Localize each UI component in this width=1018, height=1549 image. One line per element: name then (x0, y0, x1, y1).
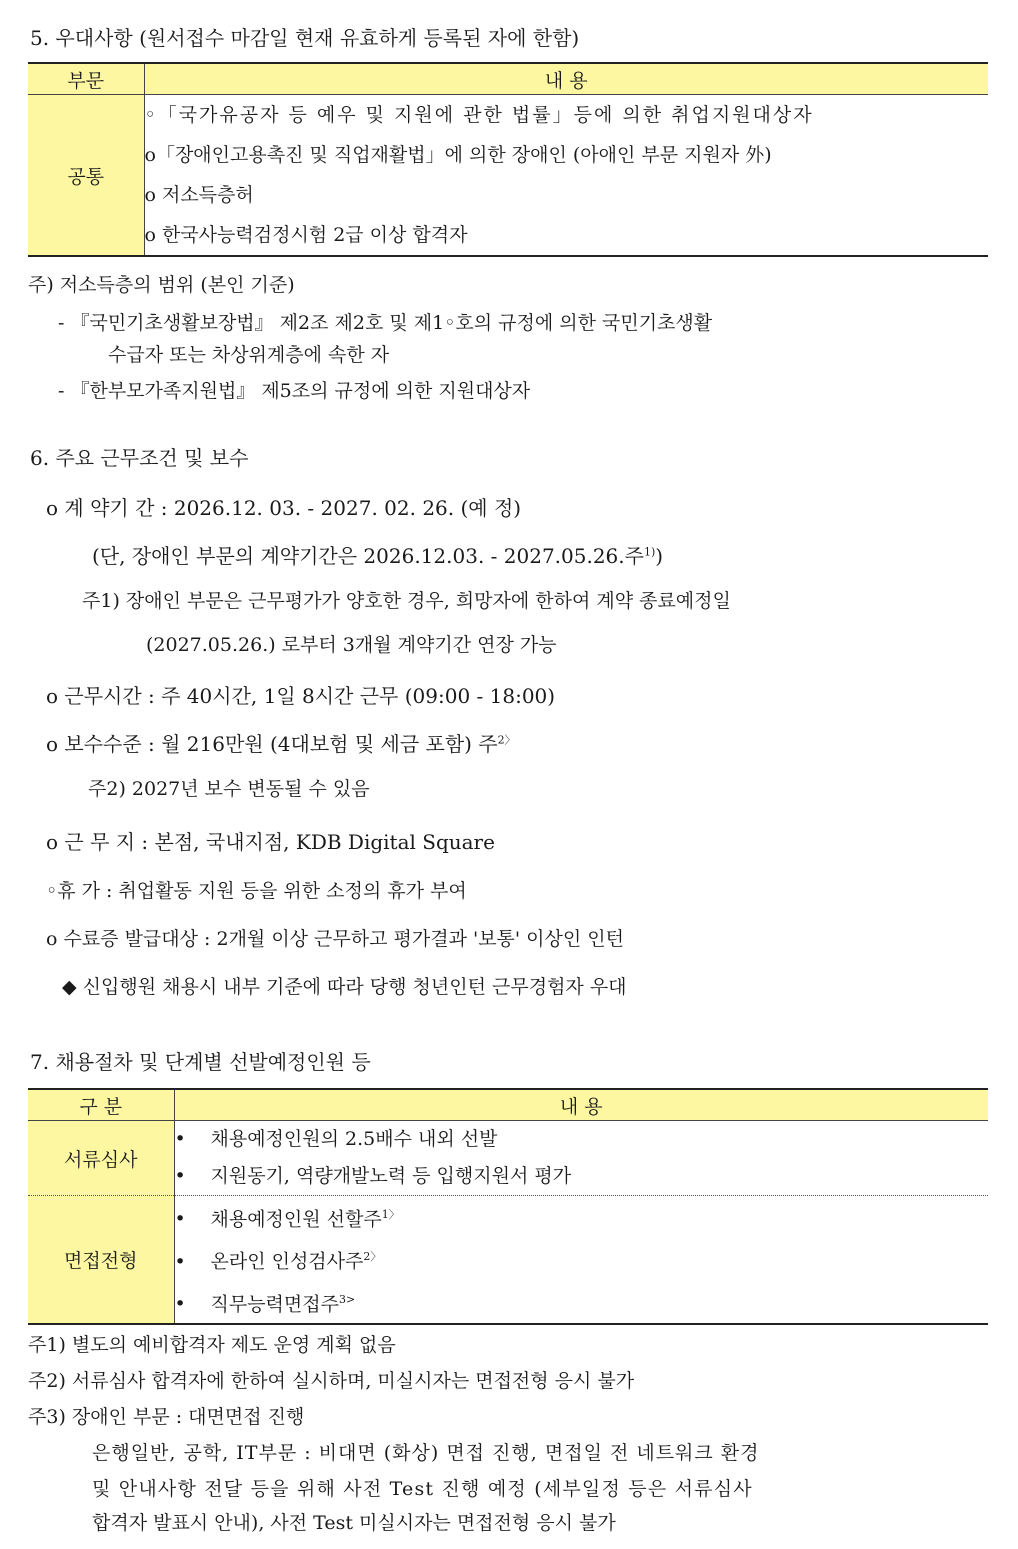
header-category: 부문 (28, 63, 144, 95)
selection-note-1: 주1) 별도의 예비합격자 제도 운영 계획 없음 (28, 1334, 396, 1356)
contract-period: o 계 약기 간 : 2026.12. 03. - 2027. 02. 26. (예 정) (46, 496, 522, 520)
preference-item: ◦「국가유공자 등 예우 및 지원에 관한 법률」등에 의한 취업지원대상자 (144, 104, 814, 126)
row-label-interview: 면접전형 (28, 1196, 174, 1324)
pay-note-2: 주2) 2027년 보수 변동될 수 있음 (88, 778, 370, 800)
preference-table (28, 62, 988, 257)
low-income-note-title: 주) 저소득층의 범위 (본인 기준) (28, 274, 295, 296)
pay-level: o 보수수준 : 월 216만원 (4대보험 및 세금 포함) 주$^{2〉}$ (46, 732, 516, 756)
selection-note-3-detail: 은행일반, 공학, IT부문 : 비대면 (화상) 면접 진행, 면접일 전 네트워크 환경 (92, 1442, 760, 1464)
low-income-note: - 『국민기초생활보장법』 제2조 제2호 및 제1◦호의 규정에 의한 국민기초생활 (58, 312, 713, 334)
selection-note-3-detail: 합격자 발표시 안내), 사전 Test 미실시자는 면접전형 응시 불가 (92, 1512, 616, 1534)
selection-table (28, 1088, 988, 1325)
contract-period-disabled: (단, 장애인 부문의 계약기간은 2026.12.03. - 2027.05.26.주$^{1)}$) (92, 544, 664, 568)
contract-note-1: 주1) 장애인 부문은 근무평가가 양호한 경우, 희망자에 한하여 계약 종료예정일 (82, 590, 731, 612)
preference-item: o 한국사능력검정시험 2급 이상 합격자 (144, 224, 468, 246)
header-content: 내 용 (144, 63, 988, 95)
preference-item: o 저소득층허 (144, 184, 254, 206)
header-content: 내 용 (174, 1089, 988, 1121)
document-item: • 채용예정인원의 2.5배수 내외 선발 (174, 1128, 498, 1150)
section-7-title: 7. 채용절차 및 단계별 선발예정인원 등 (30, 1050, 371, 1074)
section-6-title: 6. 주요 근무조건 및 보수 (30, 446, 249, 470)
low-income-note: 수급자 또는 차상위계층에 속한 자 (108, 344, 390, 366)
leave: ◦휴 가 : 취업활동 지원 등을 위한 소정의 휴가 부여 (46, 880, 467, 902)
low-income-note: - 『한부모가족지원법』 제5조의 규정에 의한 지원대상자 (58, 380, 531, 402)
header-category: 구 분 (28, 1089, 174, 1121)
certificate-eligibility: o 수료증 발급대상 : 2개월 이상 근무하고 평가결과 '보통' 이상인 인턴 (46, 928, 624, 950)
row-label-document-screening: 서류심사 (28, 1121, 174, 1196)
section-5-title: 5. 우대사항 (원서접수 마감일 현재 유효하게 등록된 자에 한함) (30, 26, 580, 50)
preference-item: o「장애인고용촉진 및 직업재활법」에 의한 장애인 (아애인 부문 지원자 外) (144, 144, 772, 166)
hiring-benefit: ◆ 신입행원 채용시 내부 기준에 따라 당행 청년인턴 근무경험자 우대 (62, 976, 627, 998)
row-label-common: 공통 (28, 95, 144, 257)
interview-item: • 온라인 인성검사주$^{2〉}$ (174, 1250, 382, 1273)
interview-item: • 채용예정인원 선할주$^{1〉}$ (174, 1208, 400, 1231)
contract-note-1-cont: (2027.05.26.) 로부터 3개월 계약기간 연장 가능 (146, 634, 557, 656)
working-hours: o 근무시간 : 주 40시간, 1일 8시간 근무 (09:00 - 18:00) (46, 684, 556, 708)
selection-note-3-detail: 및 안내사항 전달 등을 위해 사전 Test 진행 예정 (세부일정 등은 서류심사 (92, 1478, 753, 1500)
selection-note-2: 주2) 서류심사 합격자에 한하여 실시하며, 미실시자는 면접전형 응시 불가 (28, 1370, 635, 1392)
interview-item: • 직무능력면접주$^{3>}$ (174, 1292, 356, 1315)
selection-note-3: 주3) 장애인 부문 : 대면면접 진행 (28, 1406, 305, 1428)
document-item: • 지원동기, 역량개발노력 등 입행지원서 평가 (174, 1158, 988, 1196)
work-location: o 근 무 지 : 본점, 국내지점, KDB Digital Square (46, 830, 495, 854)
